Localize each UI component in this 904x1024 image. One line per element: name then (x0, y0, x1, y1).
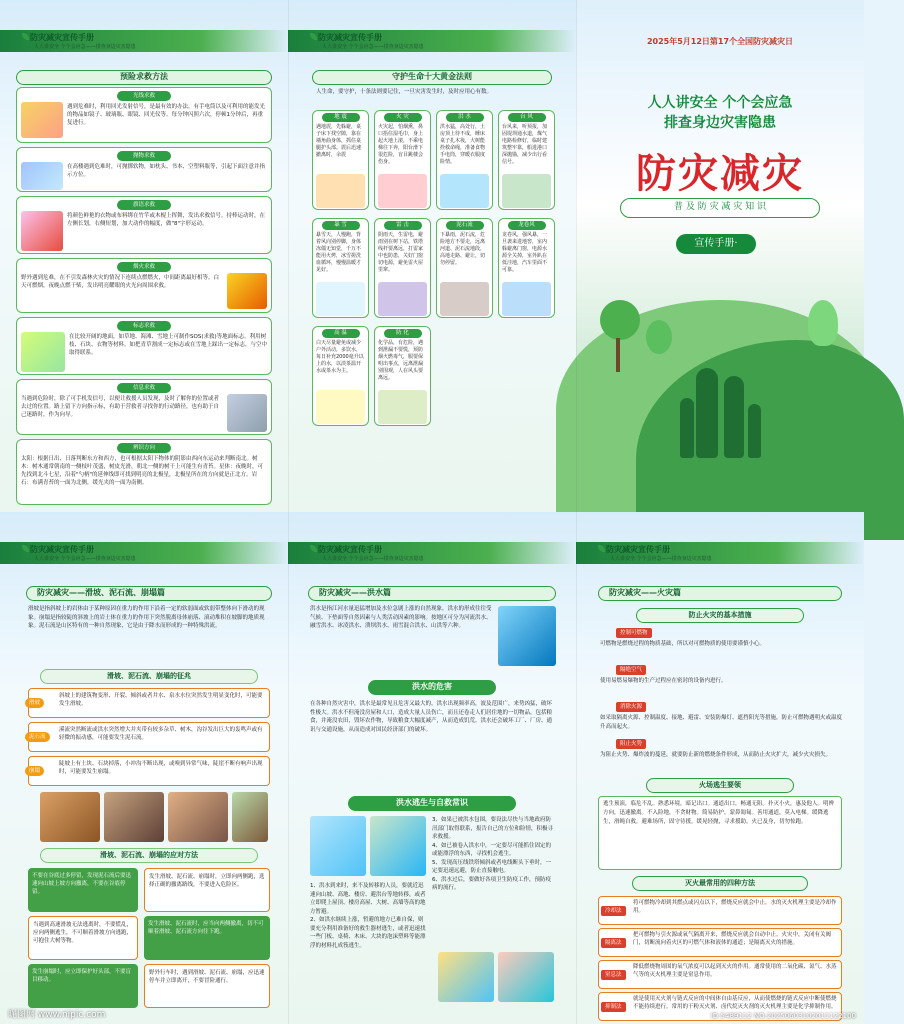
watermark-right: ID:5489112 NO:20250603102011122100 (710, 1012, 856, 1020)
fold-line (576, 0, 577, 512)
method-row (598, 928, 842, 957)
header-subtitle: 人人讲安全 个个会应急——排查身边灾害隐患 (34, 44, 136, 50)
tree-icon (600, 300, 640, 340)
method-text: 把可燃物与引火源或氧气隔离开来，燃烧反应就会自动中止。火灾中，关闭有关阀门，切断流向着火区的可燃气体和液体的通道；是隔离灭火的措施。 (633, 932, 832, 946)
response-right (144, 916, 270, 960)
subsection-title: 防止火灾的基本措施 (636, 608, 804, 623)
cover-knowledge: 普 及 防 灾 减 灾 知 识 (620, 198, 820, 218)
method-text: 降低燃烧物周围的氧气浓度可以起到灭火的作用。通常使用的二氧化碳、氮气、水蒸气等的灭火机理主要是窒息作用。 (633, 964, 837, 978)
sign-text: 陡坡上有土块、石块掉落，小冲沟不断出现，或嗅到异常气味，陡崖不断有响声出现时，可能要发生崩塌。 (59, 761, 263, 775)
rescue-tag: 抛物求救 (117, 151, 171, 161)
campfire-illustration (227, 273, 267, 309)
sheet-outside (0, 0, 864, 512)
golden-rule-tag: 防 化 (384, 329, 422, 338)
flood-harm-text: 在各种自然灾害中，洪水是最常见且危害又最大的。洪水出现频率高，波及范围广，来势凶猛，破坏性极大。洪水不但淹没房屋和人口，造成大量人员伤亡，而且还卷走人们居住地的一切物品，包括粮食，并淹没农田，毁坏农作物，导致粮食大幅度减产，从而造成饥荒。洪水还会破坏工厂、厂房、通讯与交通设施，从而造成对国民经济部门的破坏。 (310, 701, 553, 733)
leaf-icon (310, 545, 317, 552)
fold-line (576, 512, 577, 1024)
sign-row (28, 756, 270, 786)
golden-rule-illustration (378, 282, 427, 316)
rescue-tag: 烟火求救 (117, 262, 171, 272)
sign-row (28, 722, 270, 752)
header-title: 防灾减灾宣传手册 (30, 545, 94, 554)
golden-rule-card (436, 218, 493, 318)
golden-rule-text: 遇地震，先躲避，桌子床下找空隙，靠在墙角曲身体，抓住桌腿护头部。震后迅速撤离时，余震 (316, 124, 362, 158)
subsection-title: 洪水逃生与自救常识 (348, 796, 516, 811)
prevent-tag: 控制可燃物 (616, 628, 652, 638)
leaf-icon (22, 33, 29, 40)
panel-flood (288, 542, 576, 1006)
method-tag: 冷却法 (601, 906, 626, 916)
rescue-illustration (370, 816, 426, 876)
golden-rule-tag: 高 温 (322, 329, 360, 338)
header-subtitle: 人人讲安全 个个会应急——排查身边灾害隐患 (610, 556, 712, 562)
sign-tag: 泥石流 (25, 732, 50, 742)
rescue-card (16, 317, 272, 375)
subsection-title: 洪水的危害 (368, 680, 496, 695)
cover-booklet-badge: 宣传手册· (676, 234, 756, 254)
child-silhouette-icon (748, 404, 761, 458)
prevent-text: 为阻止火势、爆炸波的蔓延，就要防止新的燃烧条件形成，从而防止火灾扩大，减少火灾损失。 (600, 752, 832, 758)
landslide-intro: 滑坡是指斜坡上的岩体由于某种原因在重力的作用下沿着一定的软弱面或软弱带整体向下滑动的现象。崩塌是指较陡的斜坡上的岩土体在重力的作用下突然脱离母体崩落、滚动堆积在坡脚的地质现象。泥石流是山区特有的一种自然现象，它是由于降水而形成的一种特殊洪流。 (28, 606, 265, 629)
golden-rule-illustration (316, 174, 365, 208)
golden-rule-tag: 暴 雪 (322, 221, 360, 230)
tree-icon (646, 320, 672, 354)
landslide-illustration (40, 792, 100, 842)
subsection-title: 灭火最常用的四种方法 (632, 876, 808, 891)
rescue-text: 遇到危难时，利用回光发射信号，是最有效的办法。有手电筒以及可利用的能发光的物品如镜子、玻璃瓶、眼镜、回光仪等。每分钟闪照六次，停顿1分钟后，再重复进行。 (67, 104, 266, 126)
child-silhouette-icon (680, 398, 694, 458)
golden-rule-illustration (316, 282, 365, 316)
golden-rule-text: 下暴雨，泥石流，危险地方不要走，远离河道、泥石流地段，高地走路、避让，切勿停留。 (440, 232, 486, 266)
golden-rule-card (374, 326, 431, 426)
fold-line (288, 512, 289, 1024)
response-text: 野外行车时，遇到滑坡、泥石流、崩塌，应迅速停车并立即离开，不要冒险通行。 (149, 970, 265, 984)
escape-box (598, 796, 842, 870)
subsection-title: 滑坡、泥石流、崩塌的征兆 (40, 669, 258, 684)
golden-rule-text: 阴雨天，生雷电，避雨别在树下站，铁塔线杆要离远，打雷家中也防患，关好门窗切电源，避免雷火屋里窜。 (378, 232, 424, 273)
header-title: 防灾减灾宣传手册 (318, 545, 382, 554)
golden-rule-tag: 地 震 (322, 113, 360, 122)
flag-illustration (21, 211, 63, 251)
section-title: 预险求救方法 (16, 70, 272, 85)
panel-golden-rules (288, 30, 576, 494)
golden-rule-card (374, 218, 431, 318)
golden-rule-card (498, 218, 555, 318)
rescue-card (16, 147, 272, 192)
rescue-text: 在高楼遇到危难时，可抛掷软物，如枕头、书本、空塑料瓶等，引起下面注意并指示方位。 (67, 164, 266, 178)
header-subtitle: 人人讲安全 个个会应急——排查身边灾害隐患 (322, 44, 424, 50)
flood-escape-illustration (498, 952, 554, 1002)
response-right (144, 868, 270, 912)
panel-cover (576, 0, 864, 512)
boat-illustration (310, 816, 366, 876)
flood-illustration (498, 606, 556, 666)
rescue-text: 当遇到危险时，除了可手机发信号，以便让救援人员发现，及时了解你的位置或者去过的位置。路上留下方向指示标，有助于营救者寻找你的行动路径，也有助于自己迷路时，作为向导。 (21, 396, 220, 418)
sign-tag: 滑坡 (25, 698, 44, 708)
golden-rule-card (374, 110, 431, 210)
golden-rule-tag: 台 风 (508, 113, 546, 122)
prevent-tag: 隔绝空气 (616, 665, 646, 675)
method-row (598, 896, 842, 925)
response-text: 发生崩塌时，应立即保护好头部，不要盲目移动。 (32, 969, 132, 983)
golden-rule-illustration (378, 174, 427, 208)
golden-rule-illustration (440, 282, 489, 316)
rescue-text: 将颜色鲜艳的衣物或布料绑在竹竿或木棍上挥舞，发出求救信号。持棒运动时，在左侧长划，右侧短划，加大动作的幅度，做"8"字形运动。 (67, 213, 266, 227)
golden-rule-illustration (440, 174, 489, 208)
method-row (598, 960, 842, 989)
prevent-tag: 阻止火势 (616, 739, 646, 749)
golden-rule-tag: 龙卷风 (508, 221, 546, 230)
prevent-tag: 消除火源 (616, 702, 646, 712)
cover-date: 2025年5月12日第17个全国防灾减灾日 (646, 37, 794, 46)
building-illustration (21, 162, 63, 190)
golden-rule-text: 暴雪天，人慢跑，背着风向别停脚，身体冻僵无知觉，千万不能用火烤，冰雪搓洗血循环，慢慢温暖才见好。 (316, 232, 362, 273)
header-title: 防灾减灾宣传手册 (318, 33, 382, 42)
rescue-tag: 光线求救 (117, 91, 171, 101)
golden-rule-card (312, 326, 369, 426)
person-silhouette-icon (724, 376, 744, 458)
response-text: 当遇到高速滑坡无法逃离时，不要慌乱，应向两侧逃生，不可顺着滑坡方向逃跑，可抱住大树等物。 (33, 922, 133, 944)
golden-rule-illustration (502, 282, 551, 316)
golden-rule-tag: 泥石流 (446, 221, 484, 230)
rescue-tag: 旗语求救 (117, 200, 171, 210)
response-text: 发生滑坡、泥石流、崩塌时，立即向两侧跑，选择正确的撤离路线，不要进入危险区。 (149, 874, 265, 888)
flood-escape-illustration (438, 952, 494, 1002)
panel-fire (576, 542, 864, 1010)
golden-rule-card (312, 110, 369, 210)
golden-intro: 人生命，要守护，十条法则要记住，一旦灾害发生时，及时应用心有数。 (316, 89, 493, 95)
response-left (28, 964, 138, 1008)
golden-rule-card (498, 110, 555, 210)
sign-row (28, 688, 270, 718)
tree-trunk (616, 338, 620, 372)
header-bar (288, 30, 576, 52)
rescue-card (16, 87, 272, 143)
golden-rule-card (312, 218, 369, 318)
sheet-inside (0, 512, 864, 1024)
method-text: 就是使用灭火剂与链式反应的中间体自由基反应，从而使燃烧的链式反应中断使燃烧不能持续进行。常用的干粉灭火剂、卤代烷灭火剂的灭火机理主要是化学抑制作用。 (633, 996, 837, 1010)
header-title: 防灾减灾宣传手册 (606, 545, 670, 554)
header-bar (576, 542, 864, 564)
panel-rescue (0, 30, 288, 494)
rescue-tag: 信息求救 (117, 383, 171, 393)
rescue-text: 野外遇到危难，在不引发森林火灾的情况下连续点燃燃火，中间距离最好相等。白天可燃烟，夜晚点燃干柴，发出明亮耀眼的火光向周围求救。 (21, 275, 220, 289)
method-text: 将可燃物冷却到其燃点或闪点以下，燃烧反应就会中止。水的灭火机理主要是冷却作用。 (633, 900, 837, 914)
rescue-card (16, 439, 272, 505)
golden-rule-text: 龙卷风，强风暴，一旦袭来进地窖，室内躲避离门窗，电源水源全关掉，室外趴在低洼地，汽车里面不可靠。 (502, 232, 548, 273)
flood-tips-left: 1、洪水到来时，来不及转移的人员，要就近迅速向山坡、高地、楼房、避洪台等地转移，或者立即爬上屋顶、楼房高屋、大树、高墙等高的地方暂避。 2、如洪水继续上涨，暂避的地方已难自保，则要充分利用准备好的救生器材逃生，或者迅速找一些门板、桌椅、木床、大块的泡沫塑料等能漂浮的材料扎成筏逃生。 (310, 883, 426, 949)
section-title: 防灾减灾——洪水篇 (308, 586, 556, 601)
escape-text: 逃生预演，临危不乱。熟悉环境，暗记出口。通道出口，畅通无阻。扑灭小火，惠及他人。明辨方向，迅速撤离。不入险地，不贪财物。简易防护，蒙鼻匍匐。善用通道，莫入电梯。缓降逃生，滑绳自救。避难场所，固守待援。缓晃轻抛，寻求援助。火已及身，切勿惊跑。 (603, 801, 835, 825)
sign-tag: 崩塌 (25, 766, 44, 776)
rockfall-illustration (232, 792, 268, 842)
header-bar (0, 542, 288, 564)
rescue-text: 在比较开阔的地面，如草地、海滩、雪地上可制作SOS(求救)等地面标志。利用树枝、石块、衣物等材料。如把青草割成一定标志或在雪地上踩出一定标志，与空中取得联系。 (69, 334, 268, 356)
golden-rule-card (436, 110, 493, 210)
rescue-text: 太阳：根据日出、日落判断东方和西方，也可根据太阳下物体的阴影由西向东运动来判断南北。树木：树木通常朝南的一侧枝叶茂盛，树皮光滑，朝北一侧的树干上可能生有青苔。星体：夜晚时，可先找到北斗七星，沿着"勺柄"的延伸线即可找到明亮的北极星，北极星所在的方向就是正北方。岩石：布满青苔的一面为北侧，缓光夹的一面为南侧。 (21, 456, 264, 486)
header-title: 防灾减灾宣传手册 (30, 33, 94, 42)
golden-rule-tag: 雷 击 (384, 221, 422, 230)
golden-rule-illustration (502, 174, 551, 208)
response-text: 不要在谷底过多停留，发现泥石流后要迅速向山坡上坡方向撤离，不要在谷底停留。 (32, 873, 132, 895)
cover-slogan-1: 人人讲安全 个个会应急 (647, 95, 793, 111)
golden-rule-text: 化学品，有危险，遇到泄漏不要慌，预防烟火燃毒气，服要保明出事点，远离泄漏别围观，人在风头要离远。 (378, 340, 424, 381)
golden-rule-text: 洪水猛，高处行，土房顶上待不成，睡床桌子扎木筏，大树能拴救命绳，准备食物手电筒，穿暖衣服度险情。 (440, 124, 486, 165)
rescue-tag: 标志求救 (117, 321, 171, 331)
sign-text: 溪流突然断流或洪水突然增大并夹带有较多杂草、树木，沟谷发出巨大的轰鸣声或有轻微的振动感，可能要发生泥石流。 (59, 727, 263, 741)
golden-rule-tag: 洪 水 (446, 113, 484, 122)
response-left (28, 916, 138, 960)
flood-intro: 洪水是指江河水量迅猛增加及水位急剧上涨的自然现象。洪水的形成往往受气候、下垫面等自然因素与人类活动因素的影响。按地区可分为河流洪水、融雪洪水、冰凌洪水、溃坝洪水、雨雪混合洪水、山洪等六种。 (310, 606, 492, 629)
response-right (144, 964, 270, 1008)
prevent-text: 使用易燃易爆物的生产过程应在密封的设备内进行。 (600, 678, 727, 684)
person-silhouette-icon (696, 368, 718, 458)
section-title: 守护生命十大黄金法则 (312, 70, 552, 85)
flood-tips-right: 3、如果已被洪水包围，要设法尽快与当地政府防汛部门取得联系，报告自己的方位和险情，积极寻求救援。 4、如已被卷入洪水中，一定要尽可能抓住固定的或能漂浮的东西，寻找机会逃生。 5、发现高压线铁塔倾斜或者电线断头下垂时，一定要迅速远避，防止直接触电。 6、洪水过后，要做好各项卫生防疫工作，预防疫病的流行。 (432, 817, 554, 891)
rescue-tag: 辨识方向 (117, 443, 171, 453)
method-tag: 窒息法 (601, 970, 626, 980)
header-bar (0, 30, 288, 52)
golden-rule-text: 台风来，听预报，加固堤坝通水道，煤气电路检修好，临时建筑整牢靠，船进港口深抛锚，减少出行看信号。 (502, 124, 548, 165)
signpost-illustration (227, 394, 267, 432)
tree-icon (808, 300, 838, 346)
golden-rule-illustration (378, 390, 427, 424)
mudflow-illustration (104, 792, 164, 842)
collapse-illustration (168, 792, 228, 842)
sos-illustration (21, 332, 65, 372)
subsection-title: 火场逃生要领 (646, 778, 794, 793)
header-subtitle: 人人讲安全 个个会应急——排查身边灾害隐患 (34, 556, 136, 562)
rescue-card (16, 196, 272, 254)
leaf-icon (310, 33, 317, 40)
rescue-card (16, 258, 272, 313)
watermark-left: 昵图网 www.nipic.com (8, 1010, 106, 1020)
sign-text: 斜坡上的建筑物变形、开裂、倾斜或者井水、泉水水位突然发生明显变化时，可能要发生滑坡。 (59, 693, 263, 707)
golden-rule-illustration (316, 390, 365, 424)
section-title: 防灾减灾——火灾篇 (598, 586, 842, 601)
header-bar (288, 542, 576, 564)
rescue-card (16, 379, 272, 435)
method-tag: 抑制法 (601, 1002, 626, 1012)
panel-landslide (0, 542, 288, 1006)
cover-slogan-2: 排查身边灾害隐患 (664, 115, 776, 131)
cover-big-title: 防灾减灾 (636, 151, 804, 197)
golden-rule-text: 火灾起，怕烟熏，鼻口捂住湿毛巾，身上起火地上滚，不乘电梯往下奔，阳台滑下很危险，盲目跳楼会伤身。 (378, 124, 424, 165)
fold-line (288, 0, 289, 512)
leaf-icon (22, 545, 29, 552)
flashlight-illustration (21, 102, 63, 138)
response-text: 发生滑坡、泥石流时，应当向两侧撤离，切不可顺着滑坡、泥石流方向往下跑。 (148, 921, 264, 935)
prevent-text: 如采取隔离火源、控制温度、接地、避雷、安装防爆灯、遮挡阳光等措施，防止可燃物遇明火或温度升高而起火。 (600, 715, 843, 730)
subsection-title: 滑坡、泥石流、崩塌的应对方法 (40, 848, 258, 863)
section-title: 防灾减灾——滑坡、泥石流、崩塌篇 (26, 586, 272, 601)
header-subtitle: 人人讲安全 个个会应急——排查身边灾害隐患 (322, 556, 424, 562)
golden-rule-text: 白天尽量避免或减少户外活动，多饮水，每日补充2000毫升以上的水，以淡茶温开水或茶水为主。 (316, 340, 364, 374)
golden-rule-tag: 火 灾 (384, 113, 422, 122)
prevent-text: 可燃物是燃烧过程的物质基础，所以对可燃物质的使用要谨慎小心。 (600, 641, 766, 647)
method-tag: 隔离法 (601, 938, 626, 948)
response-left (28, 868, 138, 912)
leaf-icon (598, 545, 605, 552)
